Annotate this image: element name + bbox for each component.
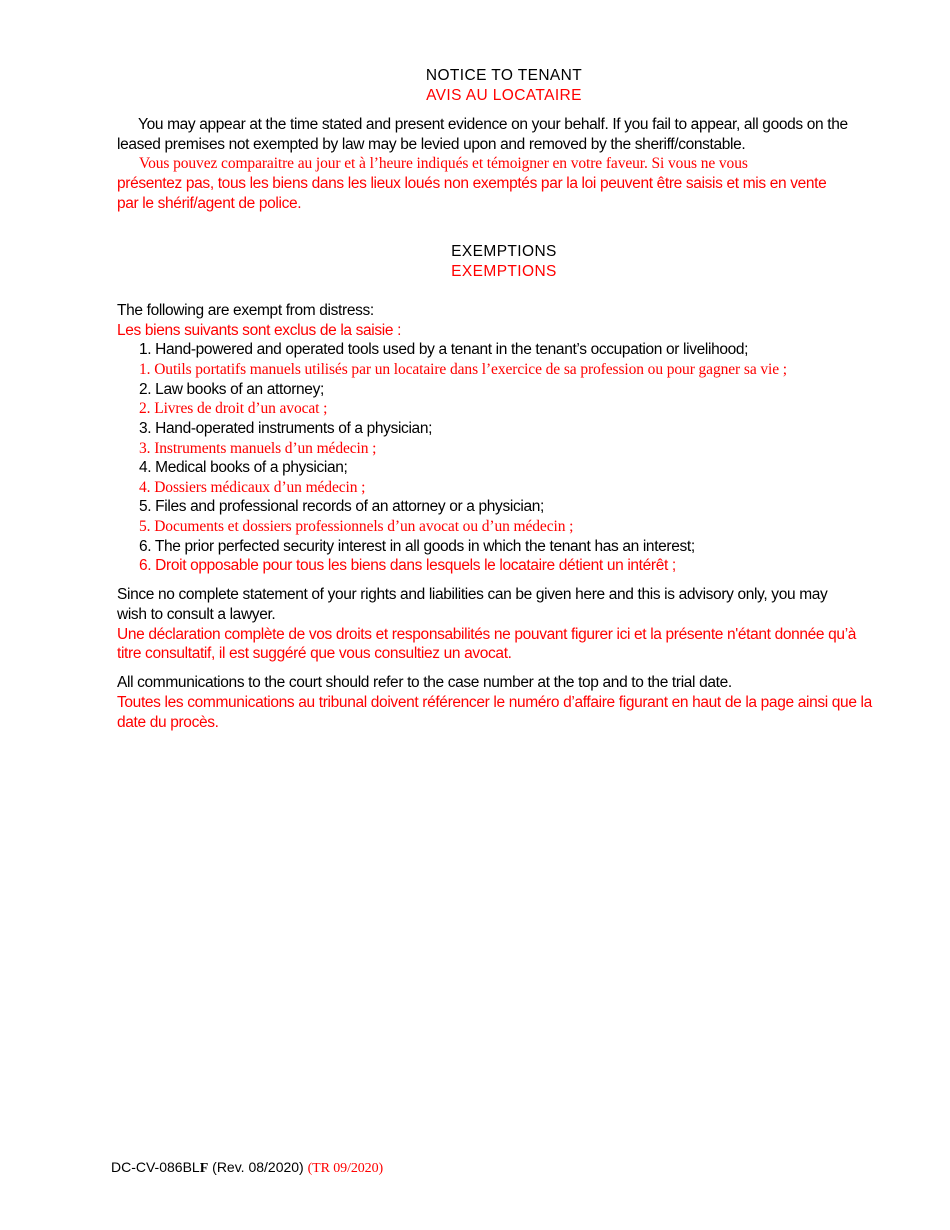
exemptions-intro-en: The following are exempt from distress:: [117, 302, 374, 319]
exemption-item-3-en: 3. Hand-operated instruments of a physician;: [139, 420, 433, 437]
exemptions-intro-fr: Les biens suivants sont exclus de la saisie :: [117, 322, 402, 339]
form-language-suffix: F: [199, 1161, 209, 1176]
form-footer: [111, 1158, 383, 1178]
notice-paragraph-en-line-1: You may appear at the time stated and present evidence on your behalf. If you fail to appear, all goods on the: [138, 116, 848, 133]
exemption-item-3-fr: 3. Instruments manuels d’un médecin ;: [139, 440, 377, 457]
exemptions-title-en: EXEMPTIONS: [451, 243, 557, 260]
exemption-item-5-en: 5. Files and professional records of an attorney or a physician;: [139, 498, 544, 515]
notice-paragraph-fr-line-1: Vous pouvez comparaitre au jour et à l’heure indiqués et témoigner en votre faveur. Si vous ne vous: [139, 155, 748, 172]
notice-paragraph-en-line-2: leased premises not exempted by law may be levied upon and removed by the sheriff/constable.: [117, 136, 746, 153]
advisory-fr-line-2: titre consultatif, il est suggéré que vous consultiez un avocat.: [117, 645, 512, 662]
communications-en: All communications to the court should refer to the case number at the top and to the trial date.: [117, 674, 732, 691]
exemption-item-1-fr: 1. Outils portatifs manuels utilisés par un locataire dans l’exercice de sa profession ou pour gagner sa vie ;: [139, 361, 787, 378]
notice-paragraph-fr-line-2: présentez pas, tous les biens dans les lieux loués non exemptés par la loi peuvent être saisis et mis en vente: [117, 175, 827, 192]
advisory-fr-line-1: Une déclaration complète de vos droits et responsabilités ne pouvant figurer ici et la présente n'étant donnée qu’à: [117, 626, 857, 643]
exemption-item-4-fr: 4. Dossiers médicaux d’un médecin ;: [139, 479, 366, 496]
form-translation-revision: (TR 09/2020): [307, 1161, 384, 1176]
advisory-en-line-2: wish to consult a lawyer.: [117, 606, 276, 623]
advisory-en-line-1: Since no complete statement of your rights and liabilities can be given here and this is advisory only, you may: [117, 586, 828, 603]
notice-paragraph-fr-line-3: par le shérif/agent de police.: [117, 195, 302, 212]
communications-fr-line-1: Toutes les communications au tribunal doivent référencer le numéro d’affaire figurant en haut de la page ainsi que la: [117, 694, 872, 711]
exemption-item-6-fr: 6. Droit opposable pour tous les biens dans lesquels le locataire détient un intérêt ;: [139, 557, 676, 574]
communications-fr-line-2: date du procès.: [117, 714, 219, 731]
exemption-item-2-en: 2. Law books of an attorney;: [139, 381, 324, 398]
notice-title-en: NOTICE TO TENANT: [425, 67, 583, 84]
form-id: DC-CV-086BL: [111, 1159, 200, 1175]
exemption-item-1-en: 1. Hand-powered and operated tools used by a tenant in the tenant’s occupation or livelihood;: [139, 341, 749, 358]
exemption-item-6-en: 6. The prior perfected security interest in all goods in which the tenant has an interest;: [139, 538, 695, 555]
exemptions-title-fr: EXEMPTIONS: [451, 263, 557, 280]
exemption-item-5-fr: 5. Documents et dossiers professionnels d’un avocat ou d’un médecin ;: [139, 518, 574, 535]
form-revision: (Rev. 08/2020): [212, 1159, 304, 1175]
exemption-item-4-en: 4. Medical books of a physician;: [139, 459, 348, 476]
notice-title-fr: AVIS AU LOCATAIRE: [426, 87, 582, 104]
exemption-item-2-fr: 2. Livres de droit d’un avocat ;: [139, 400, 328, 417]
